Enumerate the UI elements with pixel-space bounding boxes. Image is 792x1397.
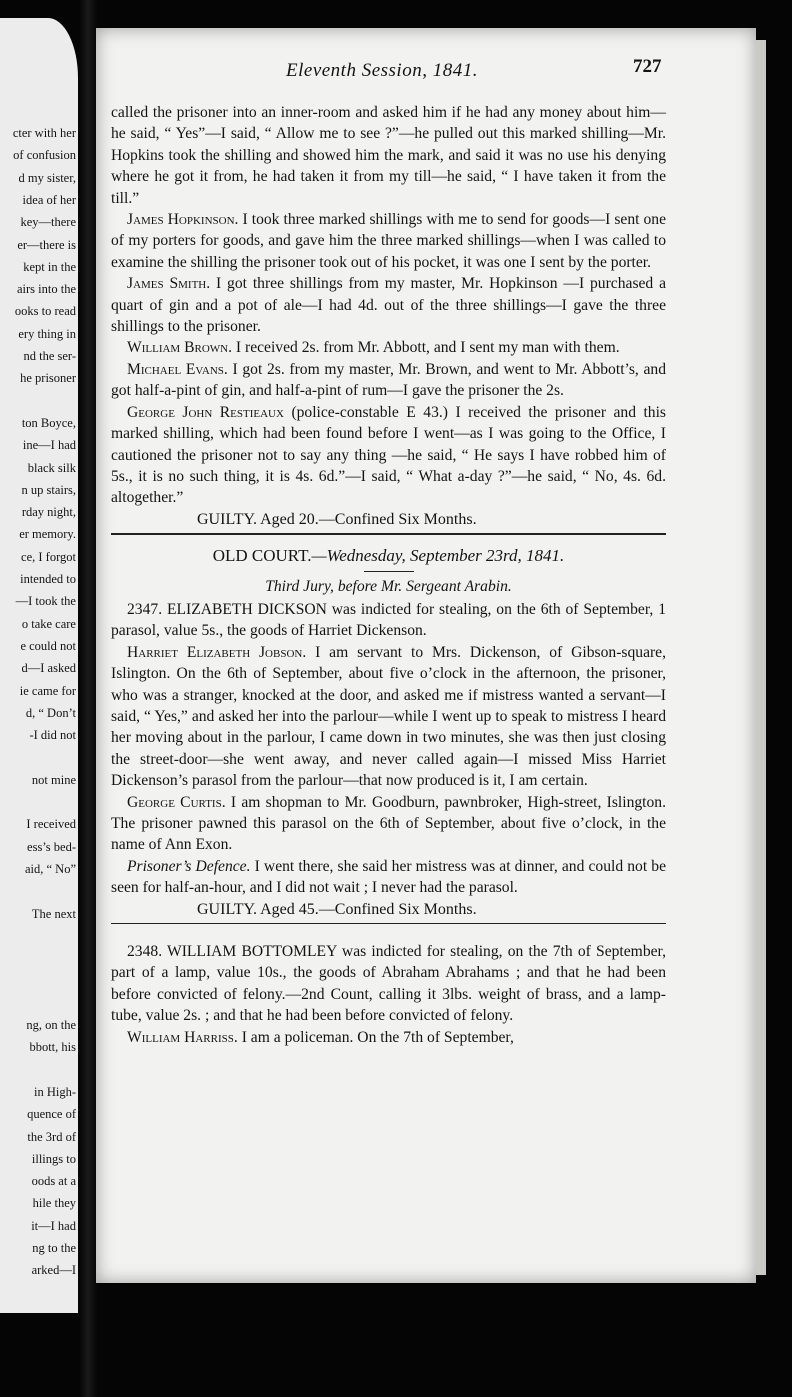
left-page-text-fragment: nd the ser- [23,349,76,363]
testimony-text: I am servant to Mrs. Dickenson, of Gibson-square, Islington. On the 6th of September, about five o’clock in the afternoon, the prisoner, who was a stranger, knocked at the door, and asked me if mistress wanted a servant—I said, “ Yes,” and asked her into the parlour—while I went up to speak to mistress I heard her moving about in the parlour, I came down in two minutes, she was then just closing the street-door—she went away, and never called again—I missed Miss Harriet Dickenson’s parasol from the parlour—that now produced is it, I am certain. [111,643,667,790]
left-page-text-fragment: bbott, his [29,1040,76,1055]
left-page-text-fragment: er memory. [19,527,76,542]
testimony-paragraph [111,273,666,337]
running-head: Eleventh Session, 1841. [286,60,478,81]
testimony-paragraph [111,856,666,899]
witness-name: James Hopkinson. [127,211,239,229]
left-page-text-fragment: o take care [21,616,76,631]
testimony-text: I am shopman to Mr. Goodburn, pawnbroker, High-street, Islington. The prisoner pawned this parasol on the 6th of September, about five o’clock, in the name of Ann Exon. [111,793,666,854]
left-page-text-fragment: black silk [27,460,76,475]
left-page-text-fragment: illings to [31,1151,76,1166]
left-page-text-fragment: ine—I had [22,438,76,453]
left-page-text-fragment: er—there is [17,237,76,252]
testimony-paragraph [111,642,666,792]
testimony-text: I received 2s. from Mr. Abbott, and I sent my man with them. [235,339,620,357]
testimony-text: I am a policeman. On the 7th of September, [241,1028,514,1046]
verdict: GUILTY. Aged 20.—Confined Six Months. [197,510,477,528]
indictment: 2348. WILLIAM BOTTOMLEY was indicted for stealing, on the 7th of September, part of a lamp, value 10s., the goods of Abraham Abrahams ; and that he had been before convicted of felony.—2nd Count, calling it 3lbs. weight of brass, and a lamp-tube, value 2s. ; and that he had been before convicted of felony. [111,943,666,1025]
left-page-text-fragment: the 3rd of [27,1129,76,1144]
page-content [111,102,666,1048]
left-page-text-fragment: d my sister, [18,170,76,185]
book-page [96,28,756,1283]
left-page-fragment [0,18,78,1313]
witness-name: George Curtis. [127,793,226,811]
left-page-text-fragment: ce, I forgot [21,549,76,564]
left-page-text-fragment: ie came for [19,683,76,698]
witness-name: George John Restieaux [127,403,284,421]
witness-name: Michael Evans. [127,360,228,378]
jury-heading: Third Jury, before Mr. Sergeant Arabin. [265,577,512,595]
left-page-text-fragment: oods at a [31,1174,76,1189]
testimony-paragraph [111,1027,666,1048]
left-page-text-fragment: rday night, [21,505,76,520]
left-page-text-fragment: idea of her [22,192,76,207]
testimony-text: I got three shillings from my master, Mr. Hopkinson —I purchased a quart of gin and a pot of ale—I had 4d. out of the three shillings—I gave the three shillings to the prisoner. [111,275,666,336]
testimony-paragraph [111,209,666,273]
previous-case [111,102,666,530]
left-page-text-fragment: quence of [27,1107,76,1122]
left-page-text-fragment: kept in the [23,259,76,274]
left-page-text-fragment: ess’s bed- [27,839,76,854]
left-page-text-fragment: intended to [20,572,76,586]
testimony-text: I took three marked shillings with me to send for goods—I sent one of my porters for goods, and gave him the three marked shillings—when I was called to examine the shilling the prisoner took out of his pocket, it was one I sent by the porter. [111,211,666,271]
testimony-text: I went there, she said her mistress was at dinner, and could not be seen for half-an-hour, and I did not wait ; I never had the parasol. [111,857,666,897]
page-number: 727 [633,56,662,77]
testimony-paragraph [111,337,666,358]
left-page-text-fragment: n up stairs, [21,482,76,497]
left-page-text-fragment: cter with her [12,126,76,140]
left-page-text-fragment: of confusion [13,148,76,163]
testimony-paragraph [111,792,666,856]
court-heading [111,545,666,566]
continued-testimony: called the prisoner into an inner-room and asked him if he had any money about him—he said, “ Yes”—I said, “ Allow me to see ?”—he pulled out this marked shilling—Mr. Hopkins took the shilling and showed him the mark, and said it was no use his denying where he got it from, he had taken it from my till—he said, “ I have taken it from the till.” [111,104,666,207]
left-page-text-fragment: The next [31,906,76,921]
left-page-text-fragment: key—there [20,215,76,230]
left-page-text-fragment: ng, on the [26,1018,76,1032]
left-page-text-fragment: not mine [31,772,76,787]
testimony-text: I got 2s. from my master, Mr. Brown, and went to Mr. Abbott’s, and got half-a-pint of gin, and half-a-pint of rum—I gave the prisoner the 2s. [111,360,667,400]
case-2347 [111,599,666,920]
case-2348 [111,941,666,1048]
left-page-text-fragment: arked—I [31,1263,76,1278]
left-page-text-fragment: —I took the [15,594,76,609]
testimony-text: (police-constable E 43.) I received the prisoner and this marked shilling, which had been found before I went—as I was going to the Office, I cautioned the prisoner not to say any thing —he said, “ He says I have robbed him of 5s., it is no such thing, it is 4s. 6d.”—I said, “ What a-day ?”—he said, “ No, 4s. 6d. altogether.” [111,403,667,507]
left-page-text-fragment: ng to the [32,1241,76,1255]
left-page-text-fragment: he prisoner [20,371,76,386]
testimony-paragraph [111,402,666,509]
witness-name: William Brown. [127,339,233,357]
witness-name: James Smith. [127,275,211,293]
left-page-text-fragment: ton Boyce, [21,415,76,430]
left-page-text-fragment: ooks to read [14,304,76,319]
court-name: OLD COURT. [212,546,312,566]
short-rule [364,571,414,572]
left-page-text-fragment: it—I had [31,1218,76,1233]
verdict: GUILTY. Aged 45.—Confined Six Months. [197,900,477,918]
witness-name: William Harriss. [127,1028,238,1046]
left-page-text-fragment: aid, “ No” [24,861,76,876]
court-date: —Wednesday, September 23rd, 1841. [311,546,565,566]
left-page-text-fragment: ery thing in [18,326,76,341]
left-page-text-fragment: hile they [32,1196,76,1211]
left-page-text-fragment: -I did not [29,728,76,743]
left-page-text-fragment: in High- [33,1084,76,1099]
left-page-text-fragment: I received [26,817,76,832]
indictment: 2347. ELIZABETH DICKSON was indicted for stealing, on the 6th of September, 1 parasol, value 5s., the goods of Harriet Dickenson. [111,600,666,640]
left-page-text-fragment: d—I asked [21,661,76,676]
defence-label: Prisoner’s Defence. [127,857,251,875]
left-page-text-fragment: airs into the [16,282,76,297]
section-divider [111,533,666,535]
left-page-text-fragment: e could not [20,638,76,653]
witness-name: Harriet Elizabeth Jobson. [127,643,307,661]
case-divider [111,923,666,924]
book-gutter [78,0,98,1397]
testimony-paragraph [111,359,666,402]
page-edge [756,40,766,1275]
left-page-text-fragment: d, “ Don’t [25,705,76,720]
